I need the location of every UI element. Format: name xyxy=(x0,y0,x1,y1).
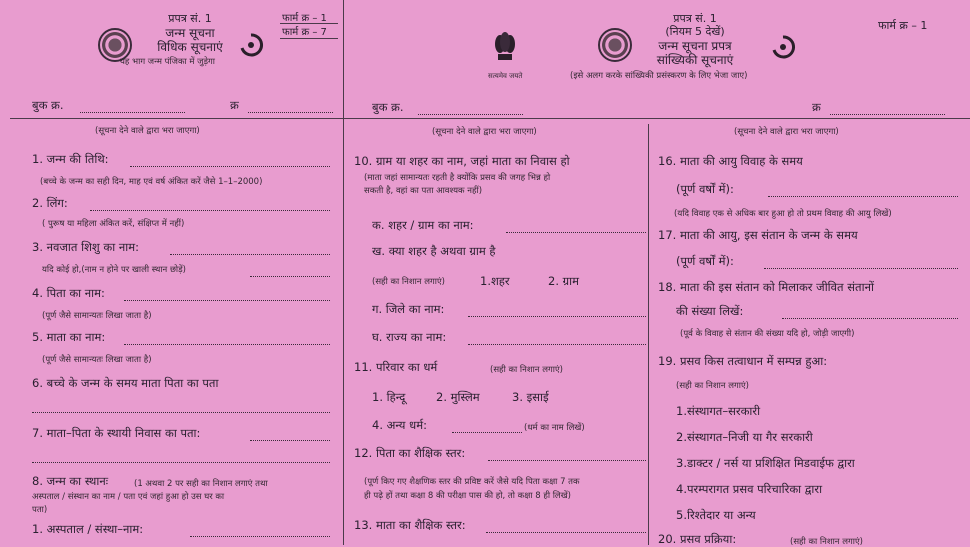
q5-field[interactable] xyxy=(124,334,330,345)
q8-note-2: अस्पताल / संस्थान का नाम / पता एवं जहां हुआ हो उस घर का xyxy=(32,492,225,502)
right-form-no: प्रपत्र सं. 1 xyxy=(673,12,717,25)
religion-option-2[interactable]: 2. मुस्लिम xyxy=(436,390,480,404)
q16-note: (यदि विवाह एक से अधिक बार हुआ हो तो प्रथम विवाह की आयु लिखें) xyxy=(674,209,892,219)
q12-label: 12. पिता का शैक्षिक स्तर: xyxy=(354,446,466,460)
right-book-label: बुक क्र. xyxy=(372,100,404,114)
left-form-code-2: फार्म क्र – 7 xyxy=(282,27,327,38)
q17-label: 17. माता की आयु, इस संतान के जन्म के समय xyxy=(658,228,858,242)
religion-other-field[interactable] xyxy=(452,422,522,433)
left-title: जन्म सूचना xyxy=(165,26,215,40)
religion-other-note: (धर्म का नाम लिखें) xyxy=(524,423,585,433)
q3-note: यदि कोई हो,(नाम न होने पर खाली स्थान छोड़ें) xyxy=(42,265,186,275)
right-subtitle: सांख्यिकी सूचनाएं xyxy=(656,53,734,67)
q18-field[interactable] xyxy=(782,308,958,319)
q1-label: 1. जन्म की तिथि: xyxy=(32,152,109,166)
q10-label: 10. ग्राम या शहर का नाम, जहां माता का निवास हो xyxy=(354,154,570,168)
q4-label: 4. पिता का नाम: xyxy=(32,286,105,300)
left-note: यह भाग जन्म पंजिका में जुड़ेगा xyxy=(120,57,215,67)
q19-label: 19. प्रसव किस तत्वाधान में सम्पन्न हुआ: xyxy=(658,354,828,368)
q10-d-label: घ. राज्य का नाम: xyxy=(372,330,447,344)
option-village[interactable]: 2. ग्राम xyxy=(548,274,579,288)
delivery-option-3[interactable]: 3.डाक्टर / नर्स या प्रशिक्षित मिडवाईफ द्वारा xyxy=(676,456,855,470)
option-city[interactable]: 1.शहर xyxy=(480,274,510,288)
q13-label: 13. माता का शैक्षिक स्तर: xyxy=(354,518,466,532)
q10-a-field[interactable] xyxy=(506,222,646,233)
q18-label: 18. माता की इस संतान को मिलाकर जीवित संतानों xyxy=(658,280,874,294)
q8-1-field[interactable] xyxy=(190,526,330,537)
q7-label: 7. माता–पिता के स्थायी निवास का पता: xyxy=(32,426,201,440)
national-emblem-icon xyxy=(492,30,518,72)
delivery-option-1[interactable]: 1.संस्थागत–सरकारी xyxy=(676,404,761,418)
q19-note: (सही का निशान लगाएं) xyxy=(676,381,749,391)
q8-note-3: पता) xyxy=(32,505,48,515)
q17-sub: (पूर्ण वर्षों में): xyxy=(676,254,734,268)
left-form-no: प्रपत्र सं. 1 xyxy=(168,12,212,25)
religion-option-1[interactable]: 1. हिन्दू xyxy=(372,390,406,404)
left-book-label: बुक क्र. xyxy=(32,98,64,112)
right-kra-label: क्र xyxy=(812,100,821,114)
logo-icon-right xyxy=(770,34,796,60)
q12-field[interactable] xyxy=(488,450,646,461)
q4-field[interactable] xyxy=(124,290,330,301)
right-section-note: (सूचना देने वाले द्वारा भरा जाएगा) xyxy=(734,127,839,137)
q10-note-2: सकती है, वहां का पता आवश्यक नहीं) xyxy=(364,186,483,196)
right-rule: (नियम 5 देखें) xyxy=(665,25,725,38)
q20-label: 20. प्रसव प्रक्रिया: xyxy=(658,532,737,546)
q13-field[interactable] xyxy=(486,522,646,533)
q18-b: की संख्या लिखें: xyxy=(676,304,744,318)
q5-label: 5. माता का नाम: xyxy=(32,330,106,344)
right-title: जन्म सूचना प्रपत्र xyxy=(658,39,732,53)
q1-note: (बच्चे के जन्म का सही दिन, माह एवं वर्ष अंकित करें जैसे 1–1–2000) xyxy=(40,177,263,187)
q8-label: 8. जन्म का स्थानः xyxy=(32,474,109,488)
q6-label: 6. बच्चे के जन्म के समय माता पिता का पता xyxy=(32,376,219,390)
q2-note: ( पुरूष या महिला अंकित करें, संक्षिप्त में नहीं) xyxy=(42,219,185,229)
q8-note-1: (1 अथवा 2 पर सही का निशान लगाएं तथा xyxy=(134,479,268,489)
q2-field[interactable] xyxy=(90,200,330,211)
left-form-code-1: फार्म क्र – 1 xyxy=(282,13,327,24)
q18-note: (पूर्व के विवाह से संतान की संख्या यदि हो, जोड़ी जाएगी) xyxy=(680,329,855,339)
q5-note: (पूर्ण जैसे सामान्यतः लिखा जाता है) xyxy=(42,355,152,365)
q1-field[interactable] xyxy=(130,156,330,167)
religion-option-4[interactable]: 4. अन्य धर्म: xyxy=(372,418,427,432)
q12-note-2: ही पढ़े हों तथा कक्षा 8 की परीक्षा पास की हो, तो कक्षा 8 ही लिखें) xyxy=(364,491,571,501)
q3-label: 3. नवजात शिशु का नाम: xyxy=(32,240,139,254)
left-section-note: (सूचना देने वाले द्वारा भरा जाएगा) xyxy=(95,126,200,136)
q10-b-note: (सही का निशान लगाएं) xyxy=(372,277,445,287)
seal-icon-right xyxy=(598,28,632,62)
q7-field[interactable] xyxy=(250,430,330,441)
q10-c-field[interactable] xyxy=(468,306,646,317)
q16-label: 16. माता की आयु विवाह के समय xyxy=(658,154,803,168)
delivery-option-5[interactable]: 5.रिश्तेदार या अन्य xyxy=(676,508,756,522)
q17-field[interactable] xyxy=(764,258,958,269)
right-note: (इसे अलग करके सांख्यिकी प्रसंस्करण के लिए भेजा जाए) xyxy=(570,71,748,81)
middle-section-note: (सूचना देने वाले द्वारा भरा जाएगा) xyxy=(432,127,537,137)
q10-c-label: ग. जिले का नाम: xyxy=(372,302,445,316)
q12-note-1: (पूर्ण किए गए शैक्षणिक स्तर की प्रविष्ट करें जैसे यदि पिता कक्षा 7 तक xyxy=(364,477,580,487)
q20-note: (सही का निशान लगाएं) xyxy=(790,537,863,547)
q8-1-label: 1. अस्पताल / संस्था–नाम: xyxy=(32,522,144,536)
q16-field[interactable] xyxy=(768,186,958,197)
delivery-option-2[interactable]: 2.संस्थागत–निजी या गैर सरकारी xyxy=(676,430,813,444)
q4-note: (पूर्ण जैसे सामान्यतः लिखा जाता है) xyxy=(42,311,152,321)
logo-icon xyxy=(238,32,264,58)
delivery-option-4[interactable]: 4.परम्परागत प्रसव परिचारिका द्वारा xyxy=(676,482,823,496)
q10-a-label: क. शहर / ग्राम का नाम: xyxy=(372,218,474,232)
q11-label: 11. परिवार का धर्म xyxy=(354,360,438,374)
q3-field[interactable] xyxy=(170,244,330,255)
left-subtitle: विधिक सूचनाएं xyxy=(157,40,223,54)
right-form-code: फार्म क्र – 1 xyxy=(878,19,928,32)
q11-note: (सही का निशान लगाएं) xyxy=(490,365,563,375)
q10-d-field[interactable] xyxy=(468,334,646,345)
religion-option-3[interactable]: 3. इसाई xyxy=(512,390,549,404)
q10-b-label: ख. क्या शहर है अथवा ग्राम है xyxy=(372,244,496,258)
q16-sub: (पूर्ण वर्षों में): xyxy=(676,182,734,196)
q6-field[interactable] xyxy=(32,402,330,413)
q10-note-1: (माता जहां सामान्यतः रहती है क्योंकि प्रसव की जगह भिन्न हो xyxy=(364,173,551,183)
emblem-caption: सत्यमेव जयते xyxy=(488,72,523,80)
q2-label: 2. लिंग: xyxy=(32,196,68,210)
left-kra-label: क्र xyxy=(230,98,239,112)
